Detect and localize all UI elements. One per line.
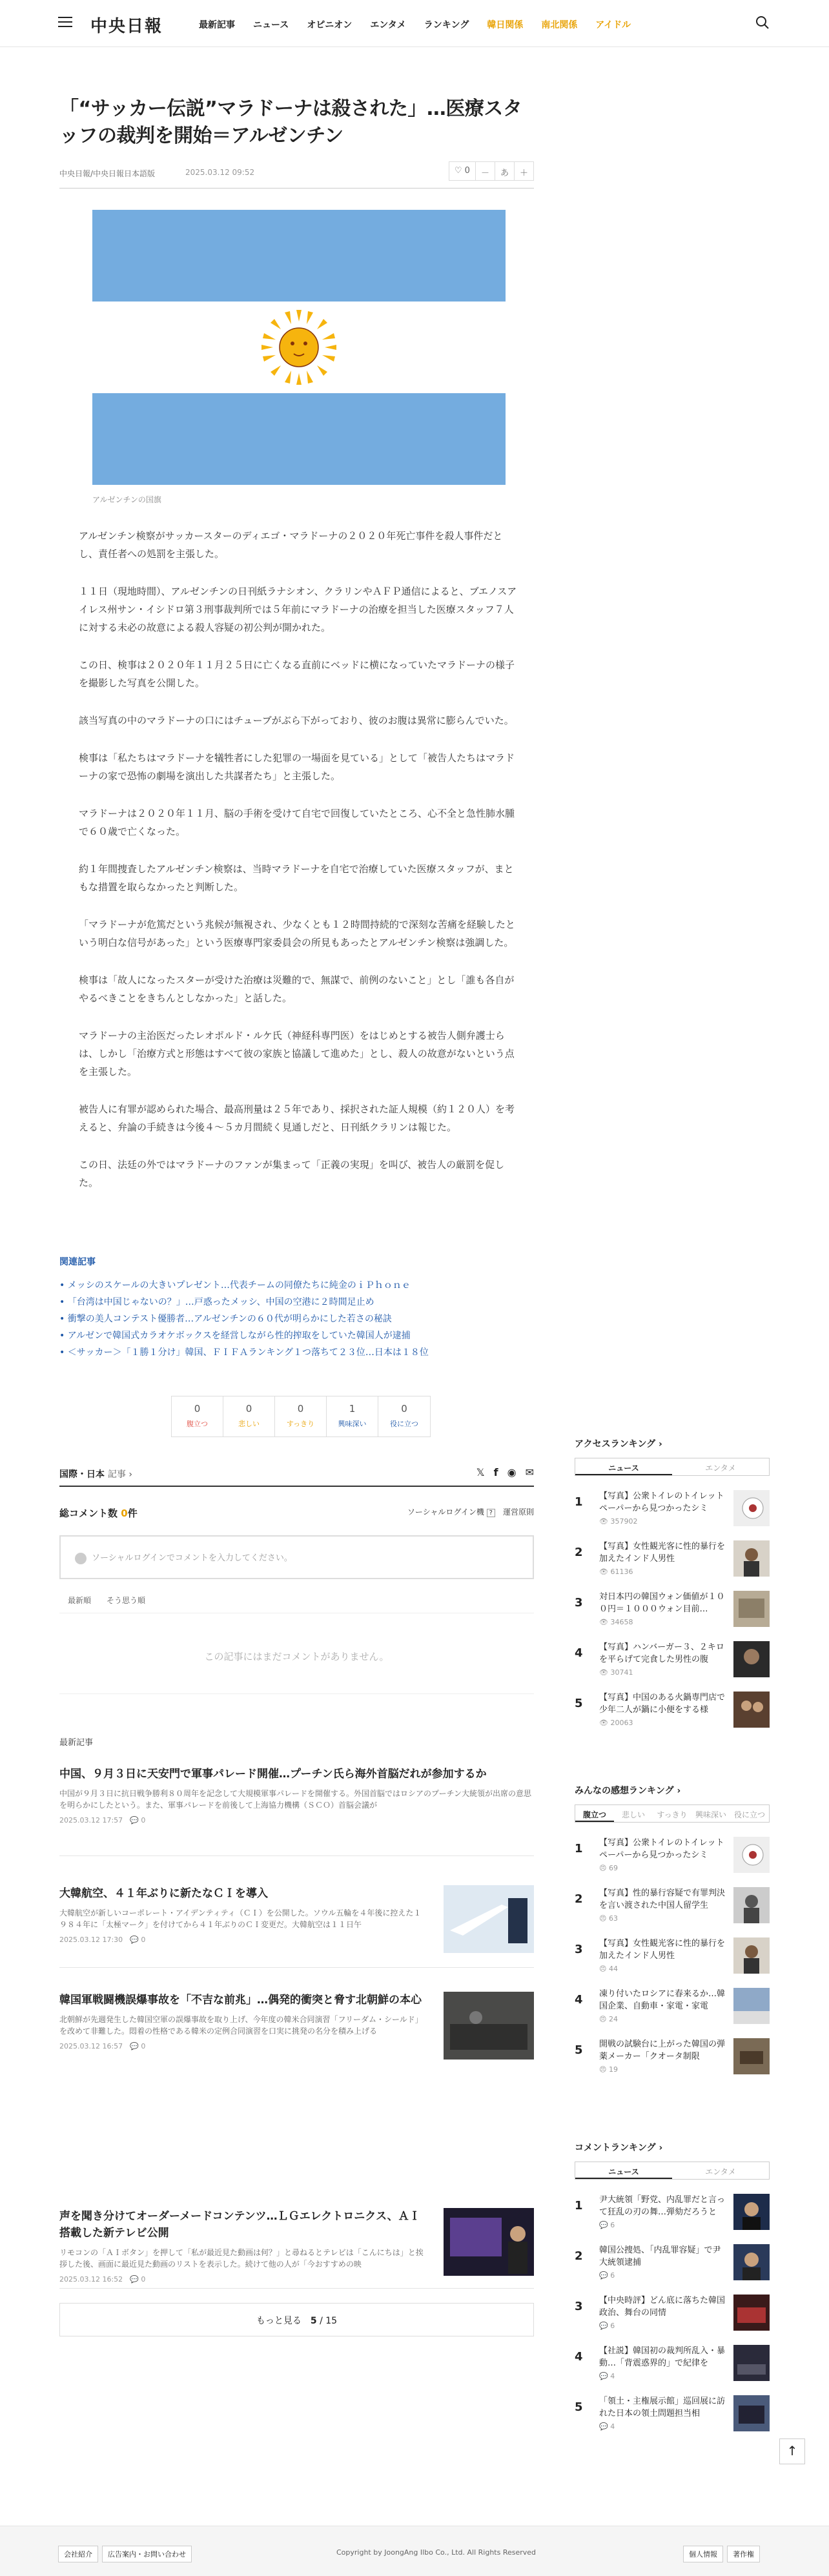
related-link[interactable]: • メッシのスケールの大きいプレゼント…代表チームの同僚たちに純金のｉＰｈｏｎｅ xyxy=(59,1277,534,1294)
ranking-item[interactable]: 3 【中央時評】どん底に落ちた韓国政治、舞台の同情 💬 6 xyxy=(575,2285,770,2336)
article-meta xyxy=(59,160,534,186)
comment-header-links xyxy=(407,1506,534,1517)
latest-heading: 最新記事 xyxy=(59,1738,94,1748)
ranking-thumbnail xyxy=(733,2038,770,2074)
latest-item-title[interactable]: 声を聞き分けてオーダーメードコンテンツ…ＬＧエレクトロニクス、ＡＩ搭載した新テレビ公開 xyxy=(59,2210,420,2240)
comment-count-label: 総コメント数 0件 xyxy=(59,1508,138,1519)
rules-link[interactable]: 運営原則 xyxy=(502,1508,534,1517)
tab-angry[interactable]: 腹立つ xyxy=(575,1805,614,1822)
latest-item-desc: リモコンの「ＡＩボタン」を押して「私が最近見た動画は何？」と尋ねるとテレビは「こんにちは」と挨拶した後、画面に最近見た動画のリストを表示した。続けて他の人が「今おすすめの映 xyxy=(59,2248,424,2269)
menu-icon[interactable] xyxy=(58,17,72,28)
latest-item-title[interactable]: 大韓航空、４１年ぶりに新たなＣＩを導入 xyxy=(59,1887,268,1900)
site-header xyxy=(0,0,829,47)
copyright-link[interactable]: 著作権 xyxy=(727,2546,760,2562)
article-paragraph: 検事は「私たちはマラドーナを犠牲者にした犯罪の一場面を見ている」として「被告人たちはマラドーナの家で恐怖の劇場を演出した共謀者たち」と主張した。 xyxy=(79,752,515,782)
article-title: 「“サッカー伝説”マラドーナは殺された」…医療スタッフの裁判を開始＝アルゼンチン xyxy=(59,97,522,147)
comment-header xyxy=(59,1506,534,1520)
latest-item[interactable] xyxy=(59,1885,534,1968)
social-login-info[interactable]: ソーシャルログイン機 xyxy=(407,1508,484,1517)
latest-item-meta: 2025.03.12 16:57 💬 0 xyxy=(59,2042,146,2050)
copyright-text: Copyright by JoongAng Ilbo Co., Ltd. All Rights Reserved xyxy=(336,2548,537,2557)
reaction-sad-button[interactable]: 0 悲しい xyxy=(223,1396,275,1436)
latest-item-thumbnail[interactable] xyxy=(444,1992,534,2060)
ranking-item[interactable]: 5 【写真】中国のある火鍋専門店で少年二人が鍋に小便をする様 👁 20063 xyxy=(575,1682,770,1733)
ranking-thumbnail xyxy=(733,1641,770,1677)
nav-item-latest[interactable]: 最新記事 xyxy=(199,20,235,30)
ranking-item[interactable]: 2 【写真】性的暴行容疑で有罪判決を言い渡された中国人留学生 😠 63 xyxy=(575,1878,770,1928)
comment-input[interactable]: ソーシャルログインでコメントを入力してください。 xyxy=(59,1535,534,1579)
ranking-thumbnail xyxy=(733,1937,770,1974)
latest-item[interactable] xyxy=(59,1766,534,1856)
related-link[interactable]: • ＜サッカー＞「１勝１分け」韓国、ＦＩＦＡランキング１つ落ちて２３位…日本は１８位 xyxy=(59,1344,534,1361)
latest-item-title[interactable]: 中国、９月３日に天安門で軍事パレード開催…プーチン氏ら海外首脳だれが参加するか xyxy=(59,1768,487,1781)
related-link[interactable]: • 衝撃の美人コンテスト優勝者…アルゼンチンの６０代が明らかにした若さの秘訣 xyxy=(59,1311,534,1327)
share-buttons xyxy=(476,1466,534,1478)
ranking-item[interactable]: 5 開戦の試験台に上がった韓国の弾薬メーカー「クオータ制限 😠 19 xyxy=(575,2029,770,2080)
search-icon[interactable] xyxy=(755,15,770,30)
ranking-thumbnail xyxy=(733,1887,770,1923)
reaction-helpful-button[interactable]: 0 役に立つ xyxy=(390,1403,418,1428)
article-header xyxy=(59,96,534,178)
comment-sort-tabs xyxy=(68,1595,145,1606)
article-paragraph: この日、検事は２０２０年１１月２５日に亡くなる直前にベッドに横になっていたマラドーナの様子を撮影した写真を公開した。 xyxy=(79,659,515,689)
latest-item[interactable] xyxy=(59,1992,534,2114)
ranking-thumbnail xyxy=(733,1591,770,1627)
ranking-thumbnail xyxy=(733,1988,770,2024)
related-heading: 関連記事 xyxy=(59,1257,96,1267)
ranking-item[interactable]: 4 【社説】韓国初の裁判所乱入・暴動…「背震惑界的」で紀律を 💬 4 xyxy=(575,2336,770,2386)
access-ranking xyxy=(575,1437,770,1733)
ranking-item[interactable]: 1 尹大統領「野党、内乱罪だと言って狂乱の刃の舞…弾劾だろうと 💬 6 xyxy=(575,2185,770,2235)
ranking-thumbnail xyxy=(733,2395,770,2431)
related-link[interactable]: • アルゼンで韓国式カラオケボックスを経営しながら性的搾取をしていた韓国人が逮捕 xyxy=(59,1327,534,1344)
tab-news[interactable]: ニュース xyxy=(575,2162,672,2179)
ranking-item[interactable]: 1 【写真】公衆トイレのトイレットペーパーから見つかったシミ 👁 357902 xyxy=(575,1481,770,1531)
site-logo[interactable]: 中央日報 xyxy=(90,17,163,36)
ranking-thumbnail xyxy=(733,1490,770,1526)
facebook-share-icon[interactable]: f xyxy=(493,1466,498,1478)
access-ranking-tabs xyxy=(575,1458,770,1476)
ranking-thumbnail xyxy=(733,2295,770,2331)
sort-latest-tab[interactable]: 最新順 xyxy=(68,1596,92,1605)
latest-item-desc: 中国が９月３日に抗日戦争勝利８０周年を記念して大規模軍事パレードを開催する。外国首脳ではロシアのプーチン大統領が出席の意思を明らかにしたという。また、軍事パレードを前後して上海協力機構（ＳＣＯ）首脳会議が xyxy=(59,1789,532,1810)
latest-item-thumbnail[interactable] xyxy=(444,1885,534,1953)
latest-item-title[interactable]: 韓国軍戦闘機誤爆事故を「不吉な前兆」…偶発的衝突と脅す北朝鮮の本心 xyxy=(59,1994,422,2007)
emotion-ranking-heading[interactable]: みんなの感想ランキング › xyxy=(575,1786,681,1796)
latest-item-meta: 2025.03.12 16:52 💬 0 xyxy=(59,2275,146,2284)
ranking-thumbnail xyxy=(733,1692,770,1728)
emotion-ranking xyxy=(575,1784,770,2080)
ranking-item[interactable]: 4 凍り付いたロシアに春来るか…韓国企業、自動車・家電・家電 😠 24 xyxy=(575,1979,770,2029)
font-decrease-button[interactable]: － xyxy=(476,162,495,180)
related-link[interactable]: • 「台湾は中国じゃないの？」…戸惑ったメッシ、中国の空港に２時間足止め xyxy=(59,1294,534,1311)
article-paragraph: 該当写真の中のマラドーナの口にはチューブがぶら下がっており、彼のお腹は異常に膨らんでいた。 xyxy=(79,715,514,726)
main-nav xyxy=(199,18,649,31)
ranking-item[interactable]: 3 対日本円の韓国ウォン価値が１００円＝１０００ウォン目前… 👁 34658 xyxy=(575,1582,770,1632)
comment-empty-message: この記事にはまだコメントがありません。 xyxy=(59,1613,534,1694)
scroll-to-top-button[interactable]: ↑ xyxy=(779,2438,805,2464)
article-tools xyxy=(449,161,534,181)
font-size-label: あ xyxy=(495,162,515,180)
ranking-item[interactable]: 1 【写真】公衆トイレのトイレットペーパーから見つかったシミ 😠 69 xyxy=(575,1828,770,1878)
article-paragraph: 被告人に有罪が認められた場合、最高刑量は２５年であり、採択された証人規模（約１２０人）を考えると、弁論の手続きは今後４～５カ月間続く見通しだと、日刊紙クラリンは報じた。 xyxy=(79,1103,515,1133)
font-increase-button[interactable]: ＋ xyxy=(519,169,528,178)
ranking-thumbnail xyxy=(733,2194,770,2230)
category-link[interactable]: 国際・日本 記事 › xyxy=(59,1469,132,1480)
x-share-icon[interactable]: 𝕏 xyxy=(476,1466,485,1478)
ranking-item[interactable]: 2 【写真】女性観光客に性的暴行を加えたインド人男性 👁 61136 xyxy=(575,1531,770,1582)
comment-ranking xyxy=(575,2141,770,2437)
tab-sad[interactable]: 悲しい xyxy=(621,1810,645,1819)
comment-ranking-heading[interactable]: コメントランキング › xyxy=(575,2143,663,2153)
emotion-ranking-tabs xyxy=(575,1804,770,1823)
ranking-item[interactable]: 2 韓国公捜処、「内乱罪容疑」で尹大統領逮捕 💬 6 xyxy=(575,2235,770,2285)
help-icon[interactable]: ? xyxy=(487,1509,495,1517)
tab-interesting[interactable]: 興味深い xyxy=(695,1810,726,1819)
company-link[interactable]: 会社紹介 xyxy=(58,2546,98,2562)
article-paragraph: マラドーナは２０２０年１１月、脳の手術を受けて自宅で回復していたところ、心不全と急性肺水腫で６０歳で亡くなった。 xyxy=(79,808,515,837)
ranking-thumbnail xyxy=(733,1540,770,1577)
latest-item-desc: 北朝鮮が先週発生した韓国空軍の誤爆事故を取り上げ、今年度の韓米合同演習「フリーダム・シールド」を改めて非難した。悶着の性格である韓米の定例合同演習を口実に挑発の名分を積み上げる xyxy=(59,2015,423,2036)
article-body xyxy=(79,527,518,1211)
nav-item-idol[interactable]: アイドル xyxy=(595,20,631,30)
like-button[interactable]: ♡ 0 xyxy=(449,162,476,180)
latest-item-desc: 大韓航空が新しいコーポレート・アイデンティティ（ＣＩ）を公開した。ソウル五輪を４年後に控えた１９８４年に「太極マーク」を付けてから４１年ぶりのＣＩ変更だ。大韓航空は１１日午 xyxy=(59,1908,422,1929)
site-footer xyxy=(0,2526,829,2576)
ranking-item[interactable]: 4 【写真】ハンバーガー３、２キロを平らげて完食した男性の腹 👁 30741 xyxy=(575,1632,770,1682)
privacy-link[interactable]: 個人情報 xyxy=(683,2546,723,2562)
article-paragraph: アルゼンチン検察がサッカースターのディエゴ・マラドーナの２０２０年死亡事件を殺人事件だとし、責任者への処罰を主張した。 xyxy=(79,530,503,560)
like-count: 0 xyxy=(464,166,470,176)
article-source[interactable]: 中央日報/中央日報日本語版 xyxy=(59,169,156,178)
argentina-flag-image xyxy=(92,210,506,485)
reaction-relieved-button[interactable]: 0 すっきり xyxy=(275,1396,327,1436)
comment-avatar-icon xyxy=(75,1553,87,1564)
latest-item-meta: 2025.03.12 17:30 💬 0 xyxy=(59,1936,146,1944)
nav-item-news[interactable]: ニュース xyxy=(253,20,289,30)
latest-item-meta: 2025.03.12 17:57 💬 0 xyxy=(59,1816,146,1825)
article-divider xyxy=(59,188,534,189)
line-share-icon[interactable]: ◉ xyxy=(507,1466,517,1478)
reaction-interesting-button[interactable]: 1 興味深い xyxy=(327,1396,378,1436)
tab-news[interactable]: ニュース xyxy=(575,1458,672,1475)
ranking-thumbnail xyxy=(733,2345,770,2381)
latest-item-thumbnail[interactable] xyxy=(444,2208,534,2276)
tab-helpful[interactable]: 役に立つ xyxy=(733,1810,765,1819)
nav-item-entertainment[interactable]: エンタメ xyxy=(370,20,406,30)
tab-relieved[interactable]: すっきり xyxy=(657,1810,688,1819)
email-share-icon[interactable]: ✉ xyxy=(525,1466,534,1478)
load-more-button[interactable]: もっと見る 5 / 15 xyxy=(59,2303,534,2336)
ranking-item[interactable]: 3 【写真】女性観光客に性的暴行を加えたインド人男性 😠 44 xyxy=(575,1928,770,1979)
category-bar xyxy=(59,1461,534,1487)
article-paragraph: 検事は「故人になったスターが受けた治療は災難的で、無謀で、前例のないこと」とし「誰も各自がやるべきことをきちんとしなかった」と話した。 xyxy=(79,974,515,1004)
tab-entertainment[interactable]: エンタメ xyxy=(705,2167,736,2176)
related-articles xyxy=(59,1255,534,1361)
ranking-thumbnail xyxy=(733,1837,770,1873)
article-paragraph: １１日（現地時間）、アルゼンチンの日刊紙ラナシオン、クラリンやＡＦＰ通信によると、ブエノスアイレス州サン・イシドロ第３刑事裁判所では５年前にマラドーナの治療を担当した医療スタッフ７人に対する未必の故意による殺人容疑の初公判が開かれた。 xyxy=(79,586,517,633)
article-paragraph: マラドーナの主治医だったレオポルド・ルケ氏（神経科専門医）をはじめとする被告人側弁護士らは、しかし「治療方式と形態はすべて彼の家族と協議して進めた」とし、殺人の故意がないという点を主張した。 xyxy=(79,1030,515,1078)
comment-ranking-tabs xyxy=(575,2162,770,2180)
reaction-buttons xyxy=(171,1396,431,1437)
ranking-thumbnail xyxy=(733,2244,770,2280)
nav-item-north-south[interactable]: 南北関係 xyxy=(541,20,578,30)
tab-entertainment[interactable]: エンタメ xyxy=(705,1464,736,1473)
latest-item[interactable] xyxy=(59,2208,534,2289)
nav-item-opinion[interactable]: オピニオン xyxy=(307,20,353,30)
ad-contact-link[interactable]: 広告案内・お問い合わせ xyxy=(102,2546,192,2562)
access-ranking-heading[interactable]: アクセスランキング › xyxy=(575,1439,662,1449)
article-paragraph: 約１年間捜査したアルゼンチン検察は、当時マラドーナを自宅で治療していた医療スタッフが、まともな措置を取らなかったと判断した。 xyxy=(79,863,514,893)
sort-agree-tab[interactable]: そう思う順 xyxy=(107,1596,146,1605)
reaction-angry-button[interactable]: 0 腹立つ xyxy=(172,1396,223,1436)
article-paragraph: この日、法廷の外ではマラドーナのファンが集まって「正義の実現」を叫び、被告人の厳罰を促した。 xyxy=(79,1159,505,1189)
article-paragraph: 「マラドーナが危篤だという兆候が無視され、少なくとも１２時間持続的で深刻な苦痛を経験したという明白な信号があった」という医療専門家委員会の所見もあったとアルゼンチン検察は強調した。 xyxy=(79,919,515,948)
article-date: 2025.03.12 09:52 xyxy=(185,168,255,177)
nav-item-korea-japan[interactable]: 韓日関係 xyxy=(487,20,524,30)
image-caption: アルゼンチンの国旗 xyxy=(92,495,161,504)
nav-item-ranking[interactable]: ランキング xyxy=(424,20,469,30)
ranking-item[interactable]: 5 「領土・主権展示館」巡回展に訪れた日本の領土問題担当相 💬 4 xyxy=(575,2386,770,2437)
